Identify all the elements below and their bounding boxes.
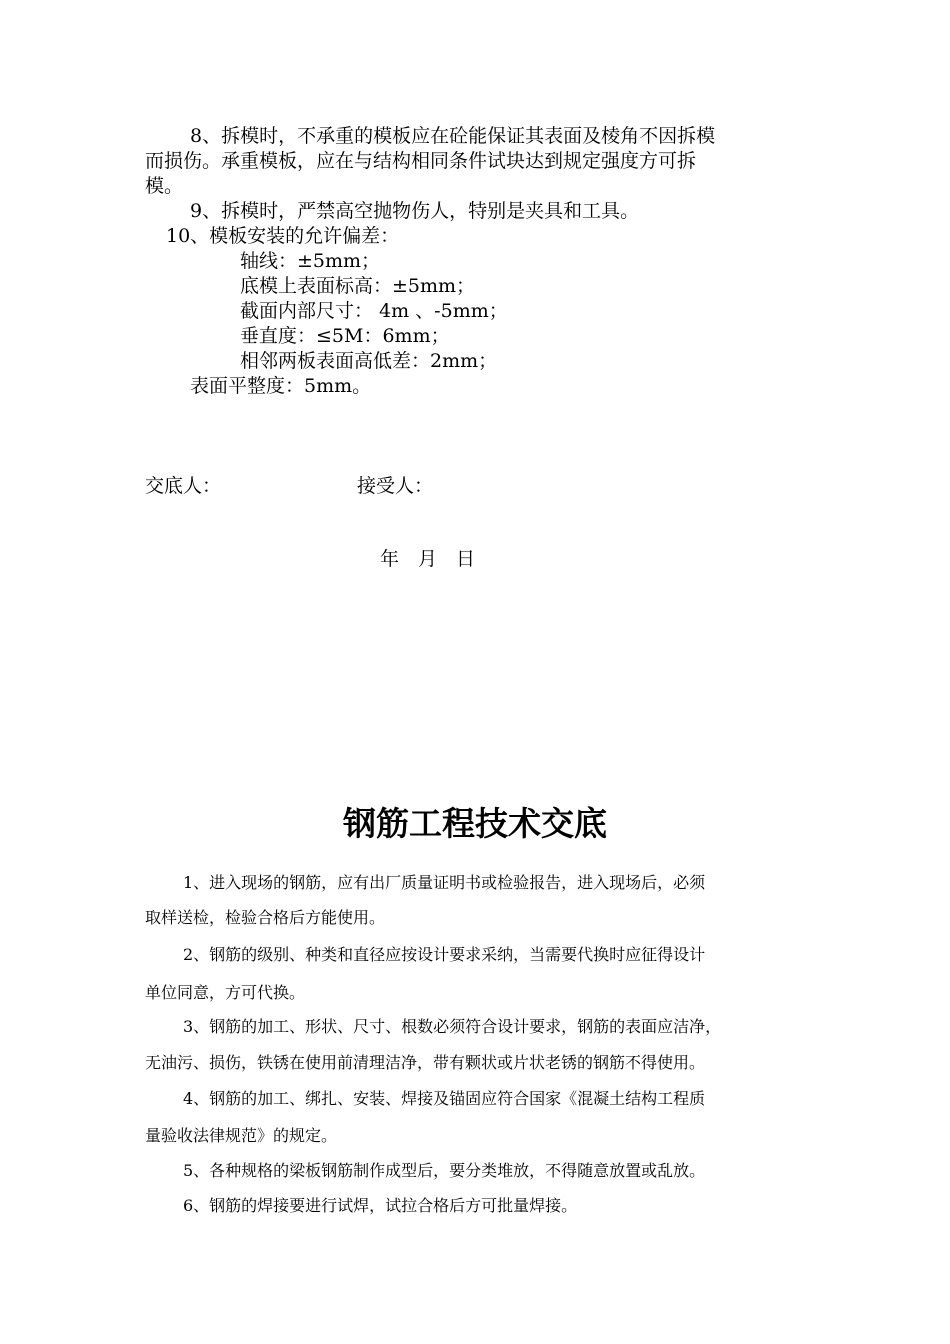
section-title: 钢筋工程技术交底 <box>343 804 607 843</box>
item-10: 10、模板安装的允许偏差： <box>166 225 400 247</box>
date-label: 年 月 日 <box>380 548 476 570</box>
rebar-item-5: 5、各种规格的梁板钢筋制作成型后，要分类堆放，不得随意放置或乱放。 <box>183 1161 706 1180</box>
item-9: 9、拆模时，严禁高空抛物伤人，特别是夹具和工具。 <box>190 200 640 222</box>
receiver-label: 接受人： <box>357 475 434 497</box>
rebar-item-1-line-2: 取样送检，检验合格后方能使用。 <box>145 908 386 927</box>
discloser-label: 交底人： <box>145 475 222 497</box>
tolerance-verticality: 垂直度：≤5M：6mm； <box>240 325 450 347</box>
rebar-item-2-line-1: 2、钢筋的级别、种类和直径应按设计要求采纳，当需要代换时应征得设计 <box>183 945 706 964</box>
tolerance-axis: 轴线：±5mm； <box>240 250 381 272</box>
tolerance-section-size: 截面内部尺寸： 4m 、-5mm； <box>240 300 508 322</box>
tolerance-adjacent-height: 相邻两板表面高低差：2mm； <box>240 350 498 372</box>
rebar-item-2-line-2: 单位同意，方可代换。 <box>145 983 306 1002</box>
rebar-item-4-line-2: 量验收法律规范》的规定。 <box>145 1126 338 1145</box>
rebar-item-3-line-1: 3、钢筋的加工、形状、尺寸、根数必须符合设计要求，钢筋的表面应洁净， <box>183 1017 722 1036</box>
rebar-item-6: 6、钢筋的焊接要进行试焊，试拉合格后方可批量焊接。 <box>183 1196 578 1215</box>
item-8-line-2: 而损伤。承重模板，应在与结构相同条件试块达到规定强度方可拆 <box>145 150 697 172</box>
tolerance-bottom-elevation: 底模上表面标高：±5mm； <box>240 275 476 297</box>
rebar-item-1-line-1: 1、进入现场的钢筋，应有出厂质量证明书或检验报告，进入现场后，必须 <box>183 873 706 892</box>
item-8-line-3: 模。 <box>145 175 184 197</box>
tolerance-flatness: 表面平整度：5mm。 <box>190 375 372 397</box>
rebar-item-3-line-2: 无油污、损伤，铁锈在使用前清理洁净，带有颗状或片状老锈的钢筋不得使用。 <box>145 1053 706 1072</box>
rebar-item-4-line-1: 4、钢筋的加工、绑扎、安装、焊接及锚固应符合国家《混凝土结构工程质 <box>183 1089 706 1108</box>
item-8-line-1: 8、拆模时，不承重的模板应在砼能保证其表面及棱角不因拆模 <box>190 125 716 147</box>
